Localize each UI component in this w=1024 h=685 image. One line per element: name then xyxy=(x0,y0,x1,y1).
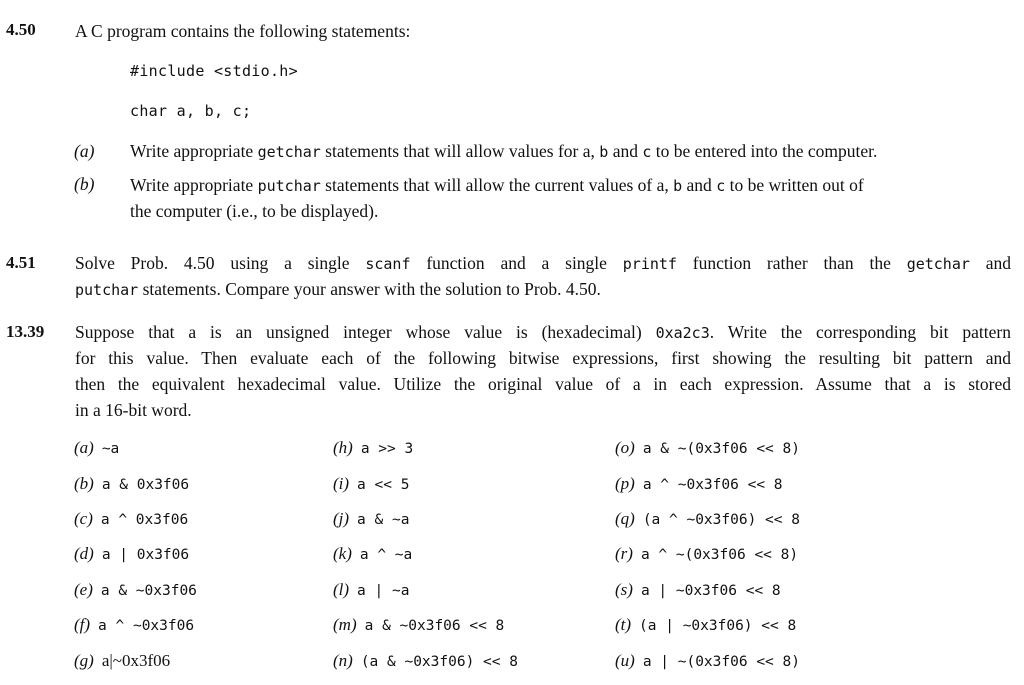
expr-item-f xyxy=(74,615,194,635)
code-line-include: #include <stdio.h> xyxy=(130,62,298,80)
inline-code-getchar: getchar xyxy=(906,255,970,273)
text-segment: function and a single xyxy=(410,253,623,273)
text-segment: Write appropriate xyxy=(130,141,258,161)
expr-item-l xyxy=(333,580,409,600)
part-label-b: (b) xyxy=(74,174,95,194)
problem-4-51-line2 xyxy=(75,276,601,303)
item-expression: a | ~0x3f06 << 8 xyxy=(640,583,781,599)
item-expression: a & ~0x3f06 << 8 xyxy=(364,618,505,634)
item-expression: a ^ ~0x3f06 << 8 xyxy=(642,477,783,493)
text-segment: Solve Prob. 4.50 using a single xyxy=(75,253,366,273)
expr-item-s xyxy=(615,580,781,600)
problem-4-50-intro: A C program contains the following statements: xyxy=(75,21,411,41)
item-label: (i) xyxy=(333,474,350,493)
text-segment: statements. Compare your answer with the solution to Prob. 4.50. xyxy=(138,279,601,299)
item-label: (h) xyxy=(333,438,353,457)
expr-item-c xyxy=(74,509,188,529)
expr-item-u xyxy=(615,651,800,671)
text-segment: function rather than the xyxy=(676,253,907,273)
inline-code-getchar: getchar xyxy=(257,143,321,161)
expr-item-h xyxy=(333,438,413,458)
item-expression: a & 0x3f06 xyxy=(101,477,190,493)
expr-item-m xyxy=(333,615,504,635)
item-label: (k) xyxy=(333,544,352,563)
expr-item-p xyxy=(615,474,783,494)
problem-number-4-51: 4.51 xyxy=(6,253,36,272)
problem-13-39-line1 xyxy=(75,319,1011,346)
item-expression: ~a xyxy=(101,441,120,457)
text-segment: statements that will allow values for a, xyxy=(320,141,600,161)
item-label: (p) xyxy=(615,474,635,493)
item-label: (s) xyxy=(615,580,633,599)
text-segment: to be entered into the computer. xyxy=(651,141,878,161)
inline-code-scanf: scanf xyxy=(365,255,411,273)
item-expression: a ^ ~a xyxy=(359,547,413,563)
problem-number-4-50: 4.50 xyxy=(6,20,36,39)
item-expression: (a | ~0x3f06) << 8 xyxy=(639,618,797,634)
item-label: (t) xyxy=(615,615,632,634)
problem-number-13-39: 13.39 xyxy=(6,322,45,341)
text-segment: . Write the corresponding bit pattern xyxy=(709,322,1011,342)
item-expression: a | 0x3f06 xyxy=(101,547,190,563)
text-segment: and xyxy=(969,253,1011,273)
expr-item-b xyxy=(74,474,189,494)
text-segment: and xyxy=(608,141,643,161)
part-label-a: (a) xyxy=(74,141,95,161)
item-expression: a & ~a xyxy=(357,512,410,528)
expr-item-e xyxy=(74,580,197,600)
expr-item-j xyxy=(333,509,409,529)
item-expression: (a & ~0x3f06) << 8 xyxy=(360,654,518,670)
expr-item-i xyxy=(333,474,409,494)
item-label: (l) xyxy=(333,580,350,599)
expr-item-q xyxy=(615,509,800,529)
inline-code-c: c xyxy=(716,177,726,195)
expr-item-n xyxy=(333,651,518,671)
item-label: (o) xyxy=(615,438,635,457)
inline-code-putchar: putchar xyxy=(257,177,321,195)
item-expression: a ^ ~(0x3f06 << 8) xyxy=(640,547,799,563)
expr-item-a xyxy=(74,438,119,458)
item-label: (g) xyxy=(74,651,94,670)
item-expression: a ^ ~0x3f06 xyxy=(98,618,195,634)
text-segment: statements that will allow the current values of a, xyxy=(320,175,674,195)
inline-code-b: b xyxy=(599,143,609,161)
item-expression: a ^ 0x3f06 xyxy=(100,512,189,528)
problem-4-51-line1 xyxy=(75,250,1011,277)
text-segment: Suppose that a is an unsigned integer whose value is (hexadecimal) xyxy=(75,322,656,342)
item-label: (f) xyxy=(74,615,91,634)
item-label: (q) xyxy=(615,509,635,528)
problem-13-39-line2: for this value. Then evaluate each of the following bitwise expressions, first showing the resulting bit pattern and xyxy=(75,348,1011,368)
expr-item-k xyxy=(333,544,412,564)
item-expression: a | ~a xyxy=(357,583,410,599)
item-label: (c) xyxy=(74,509,93,528)
item-expression: a & ~0x3f06 xyxy=(100,583,197,599)
problem-4-50-part-b-line2: the computer (i.e., to be displayed). xyxy=(130,201,379,221)
item-label: (b) xyxy=(74,474,94,493)
item-expression: a >> 3 xyxy=(360,441,414,457)
item-expression: a << 5 xyxy=(357,477,410,493)
problem-13-39-line4: in a 16-bit word. xyxy=(75,400,192,420)
inline-code-hex-value: 0xa2c3 xyxy=(655,324,710,342)
item-label: (m) xyxy=(333,615,357,634)
text-segment: and xyxy=(682,175,717,195)
item-expression: a & ~(0x3f06 << 8) xyxy=(642,441,800,457)
expr-item-d xyxy=(74,544,189,564)
inline-code-b: b xyxy=(673,177,683,195)
text-segment: to be written out of xyxy=(725,175,864,195)
expr-item-o xyxy=(615,438,800,458)
problem-4-50-part-b xyxy=(130,172,864,199)
inline-code-putchar: putchar xyxy=(75,281,139,299)
item-label: (r) xyxy=(615,544,633,563)
text-segment: Write appropriate xyxy=(130,175,258,195)
item-label: (n) xyxy=(333,651,353,670)
item-expression: (a ^ ~0x3f06) << 8 xyxy=(642,512,800,528)
item-label: (j) xyxy=(333,509,350,528)
expr-item-t xyxy=(615,615,796,635)
item-label: (a) xyxy=(74,438,94,457)
item-label: (u) xyxy=(615,651,635,670)
inline-code-c: c xyxy=(642,143,652,161)
code-line-char-decl: char a, b, c; xyxy=(130,102,252,120)
inline-code-printf: printf xyxy=(622,255,677,273)
expr-item-r xyxy=(615,544,798,564)
item-label: (e) xyxy=(74,580,93,599)
problem-13-39-line3: then the equivalent hexadecimal value. Utilize the original value of a in each expression. Assume that a is stored xyxy=(75,374,1011,394)
item-expression: a | ~(0x3f06 << 8) xyxy=(642,654,800,670)
item-label: (d) xyxy=(74,544,94,563)
problem-4-50-part-a xyxy=(130,138,877,165)
expr-item-g xyxy=(74,651,170,671)
item-expression: a|~0x3f06 xyxy=(101,651,171,670)
